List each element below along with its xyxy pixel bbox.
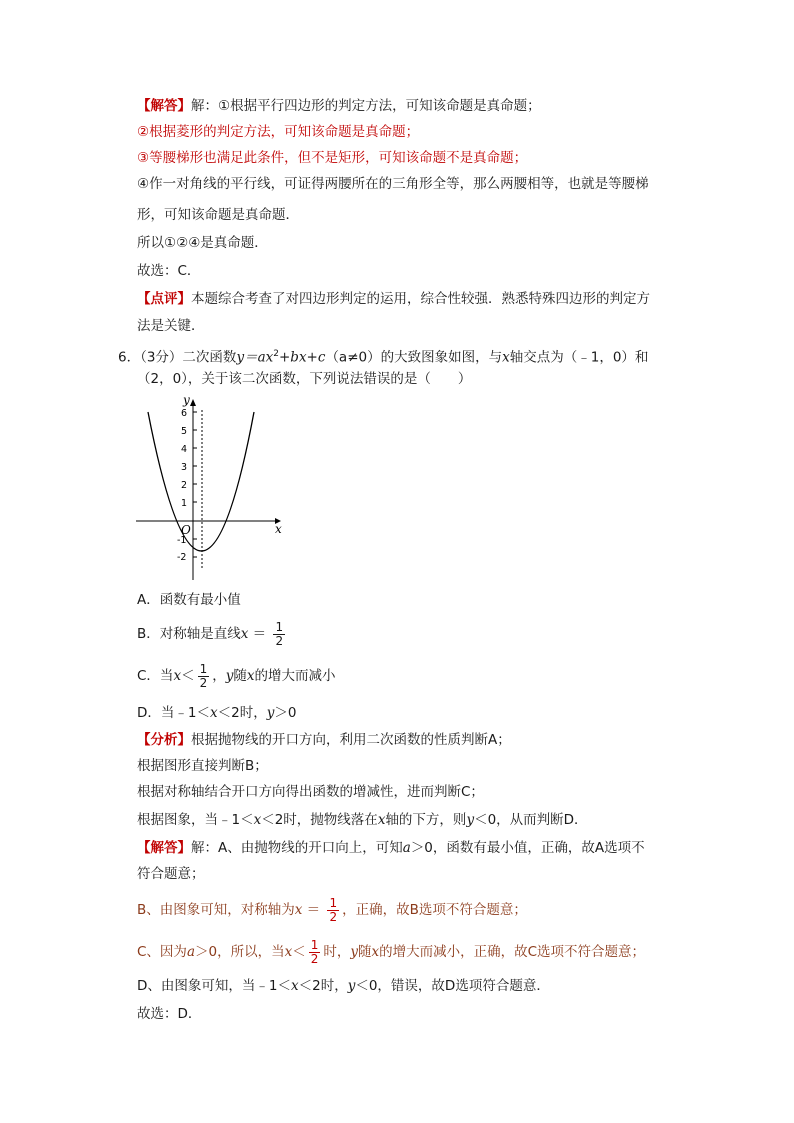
solution2-4-mid2: 时， xyxy=(323,944,351,960)
analysis-line-1 xyxy=(137,730,511,750)
option-d-post: ＞0 xyxy=(274,705,297,721)
solution2-line-3 xyxy=(137,896,527,924)
var-y: y xyxy=(236,349,245,366)
option-c: C．当x＜ $\frac{1}{2}$ ，y随x的增大而减小 xyxy=(137,661,336,690)
solution2-5-x: x xyxy=(290,978,299,994)
parabola-graph xyxy=(130,392,290,582)
analysis-4-mid: ＜2时，抛物线落在 xyxy=(261,812,378,828)
x-axis-label: x xyxy=(275,522,282,536)
analysis-line-2: 根据图形直接判断B； xyxy=(137,758,268,774)
option-b-fraction xyxy=(273,621,285,648)
y-tick-neg2: -2 xyxy=(177,552,187,563)
analysis-tag: 【分析】 xyxy=(137,732,191,748)
y-axis-ticks xyxy=(193,412,197,557)
y-tick-4: 4 xyxy=(181,444,188,455)
question-rest: 轴交点为（﹣1，0）和 xyxy=(509,349,649,366)
y-tick-3: 3 xyxy=(181,462,188,473)
y-tick-neg1: -1 xyxy=(177,535,187,546)
y-tick-5: 5 xyxy=(181,426,188,437)
y-tick-2: 2 xyxy=(181,480,188,491)
question-score: （3分）二次函数 xyxy=(140,349,237,366)
fraction-denominator: 2 xyxy=(329,909,338,924)
solution2-4-pre: C、因为 xyxy=(137,944,187,960)
fraction-denominator: 2 xyxy=(199,675,208,690)
solution2-4-x2: x xyxy=(371,944,380,960)
solution2-5-pre: D、由图象可知，当﹣1＜ xyxy=(137,978,291,994)
equation: ＝ax xyxy=(244,349,274,366)
solution2-tag: 【解答】 xyxy=(137,840,191,856)
option-c-lt: ＜ xyxy=(181,668,195,684)
solution2-line-4 xyxy=(137,938,645,966)
condition: （a≠0）的大致图象如图，与 xyxy=(325,349,503,366)
solution-line-1 xyxy=(137,96,541,116)
solution2-5-y: y xyxy=(347,978,356,994)
question-6-line-1 xyxy=(118,344,648,368)
solution-line-4: ④作一对角线的平行线，可证得两腰所在的三角形全等，那么两腰相等，也就是等腰梯 xyxy=(137,176,649,192)
solution-line-7: 故选：C． xyxy=(137,263,201,279)
solution-line-3: ③等腰梯形也满足此条件，但不是矩形，可知该命题不是真命题； xyxy=(137,150,528,166)
comment-tag: 【点评】 xyxy=(137,291,191,307)
solution2-line-6: 故选：D． xyxy=(137,1006,202,1022)
question-6-line-2: （2，0），关于该二次函数，下列说法错误的是（ ） xyxy=(137,371,472,387)
solution2-4-lt: ＜ xyxy=(292,944,306,960)
question-number: 6． xyxy=(118,349,141,366)
solution2-3-eq: ＝ xyxy=(302,902,325,918)
option-b-eq: ＝ xyxy=(248,626,271,642)
option-c-x2: x xyxy=(246,668,255,684)
exponent: 2 xyxy=(273,349,279,359)
parabola-curve xyxy=(148,412,254,551)
option-c-text: C．当 xyxy=(137,668,174,684)
solution2-5-mid: ＜2时， xyxy=(298,978,348,994)
option-c-fraction xyxy=(198,663,210,690)
option-d xyxy=(137,703,296,723)
analysis-4-x2: x xyxy=(377,812,386,828)
analysis-line-3: 根据对称轴结合开口方向得出函数的增减性，进而判断C； xyxy=(137,784,484,800)
solution-text: 解：①根据平行四边形的判定方法，可知该命题是真命题； xyxy=(191,98,541,114)
solution2-3-pre: B、由图象可知，对称轴为 xyxy=(137,902,295,918)
option-d-mid: ＜2时， xyxy=(217,705,267,721)
analysis-4-mid2: 轴的下方，则 xyxy=(385,812,467,828)
option-b-var: x xyxy=(240,626,249,642)
option-c-y: y xyxy=(225,668,234,684)
solution2-4-fraction xyxy=(309,939,321,966)
analysis-text: 根据抛物线的开口方向，利用二次函数的性质判断A； xyxy=(191,732,511,748)
option-b-text: B．对称轴是直线 xyxy=(137,626,241,642)
fraction-numerator: 1 xyxy=(329,895,338,910)
solution2-4-post: 的增大而减小，正确，故C选项不符合题意； xyxy=(379,944,646,960)
fraction-denominator: 2 xyxy=(275,633,284,648)
fraction-numerator: 1 xyxy=(199,661,208,676)
analysis-4-post: ＜0，从而判断D． xyxy=(474,812,588,828)
solution2-1-pre: 解：A、由抛物线的开口向上，可知 xyxy=(191,840,403,856)
fraction-denominator: 2 xyxy=(310,951,319,966)
option-c-var: x xyxy=(173,668,182,684)
solution2-4-mid3: 随 xyxy=(358,944,372,960)
solution2-4-y: y xyxy=(350,944,358,960)
solution2-4-x: x xyxy=(284,944,293,960)
solution2-line-5 xyxy=(137,976,550,996)
analysis-line-4 xyxy=(137,810,588,830)
solution-line-2: ②根据菱形的判定方法，可知该命题是真命题； xyxy=(137,124,420,140)
solution2-3-x: x xyxy=(294,902,303,918)
solution2-5-post: ＜0，错误，故D选项符合题意． xyxy=(355,978,550,994)
option-d-text: D．当﹣1＜ xyxy=(137,705,210,721)
solution2-4-mid: ＞0，所以，当 xyxy=(195,944,285,960)
solution2-1-post: ＞0，函数有最小值，正确，故A选项不 xyxy=(410,840,645,856)
analysis-4-x: x xyxy=(253,812,262,828)
option-a: A．函数有最小值 xyxy=(137,592,241,608)
solution2-3-post: ，正确，故B选项不符合题意； xyxy=(342,902,527,918)
var-x: x xyxy=(502,349,510,366)
option-b xyxy=(137,620,288,648)
option-c-post: 的增大而减小 xyxy=(254,668,336,684)
solution-line-5: 形，可知该命题是真命题． xyxy=(137,207,299,223)
y-axis-label: y xyxy=(183,393,190,407)
solution2-line-1 xyxy=(137,838,645,858)
y-tick-1: 1 xyxy=(181,498,188,509)
option-d-var: x xyxy=(209,705,218,721)
solution-line-6: 所以①②④是真命题． xyxy=(137,235,268,251)
option-d-y: y xyxy=(266,705,275,721)
y-axis-arrow xyxy=(190,399,196,406)
fraction-numerator: 1 xyxy=(275,619,284,634)
y-tick-6: 6 xyxy=(181,408,188,419)
solution2-3-fraction xyxy=(327,897,339,924)
origin-label: O xyxy=(181,523,191,537)
comment-line-1 xyxy=(137,289,650,309)
fraction-numerator: 1 xyxy=(310,937,319,952)
analysis-4-pre: 根据图象，当﹣1＜ xyxy=(137,812,254,828)
comment-line-2: 法是关键． xyxy=(137,318,205,334)
option-c-mid: 随 xyxy=(233,668,247,684)
equation-tail: +bx+c xyxy=(278,349,326,366)
solution2-4-a: a xyxy=(186,944,195,960)
analysis-4-y: y xyxy=(466,812,475,828)
solution-tag: 【解答】 xyxy=(137,98,191,114)
solution2-line-2: 符合题意； xyxy=(137,866,205,882)
solution2-1-a: a xyxy=(402,840,411,856)
comment-text: 本题综合考查了对四边形判定的运用，综合性较强．熟悉特殊四边形的判定方 xyxy=(191,291,650,307)
